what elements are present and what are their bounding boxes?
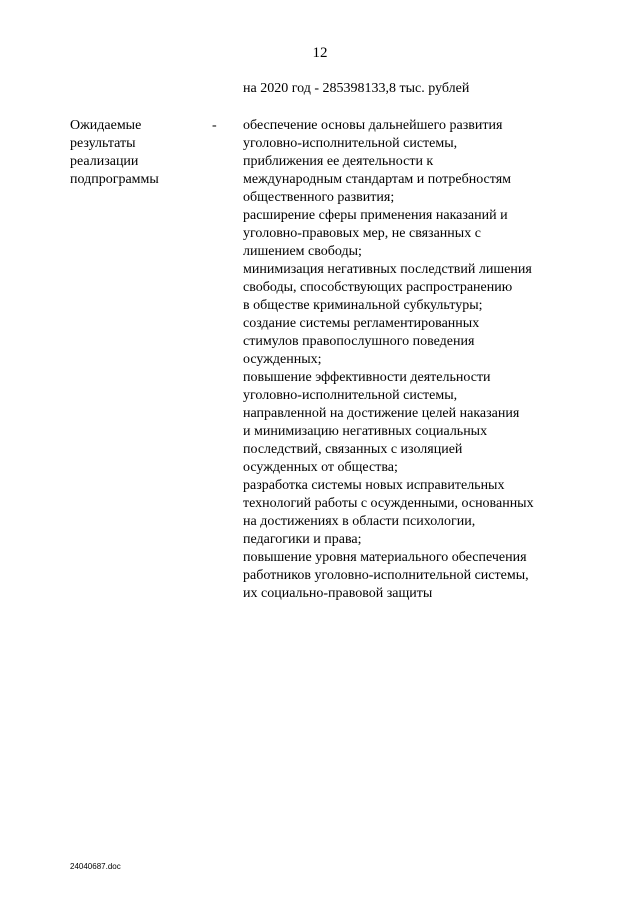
results-line: работников уголовно-исполнительной системы, [243,568,529,583]
results-line: создание системы регламентированных [243,316,480,331]
results-line: обеспечение основы дальнейшего развития [243,118,503,133]
results-line: расширение сферы применения наказаний и [243,208,508,223]
dash-separator: - [212,118,217,133]
funding-line: на 2020 год - 285398133,8 тыс. рублей [243,81,470,96]
results-line: педагогики и права; [243,532,362,547]
results-line: и минимизацию негативных социальных [243,424,488,439]
section-label-line: результаты [70,136,136,151]
results-line: в обществе криминальной субкультуры; [243,298,483,313]
results-line: минимизация негативных последствий лишения [243,262,532,277]
results-line: повышение уровня материального обеспечения [243,550,527,565]
results-line: осужденных от общества; [243,460,398,475]
results-line: стимулов правопослушного поведения [243,334,475,349]
results-line: технологий работы с осужденными, основанных [243,496,534,511]
results-line: приближения ее деятельности к [243,154,434,169]
section-label-line: подпрограммы [70,172,159,187]
results-line: уголовно-исполнительной системы, [243,388,458,403]
results-line: уголовно-правовых мер, не связанных с [243,226,481,241]
results-line: последствий, связанных с изоляцией [243,442,463,457]
results-line: лишением свободы; [243,244,362,259]
results-line: разработка системы новых исправительных [243,478,505,493]
section-label-line: реализации [70,154,139,169]
results-line: международным стандартам и потребностям [243,172,511,187]
results-line: свободы, способствующих распространению [243,280,513,295]
results-line: общественного развития; [243,190,395,205]
results-line: повышение эффективности деятельности [243,370,491,385]
section-label-line: Ожидаемые [70,118,142,133]
section-label [70,117,159,189]
results-line: уголовно-исполнительной системы, [243,136,458,151]
page-number: 12 [312,45,328,61]
results-line: направленной на достижение целей наказания [243,406,520,421]
results-line: на достижениях в области психологии, [243,514,476,529]
results-line: осужденных; [243,352,322,367]
expected-results-text [243,117,583,603]
results-line: их социально-правовой защиты [243,586,433,601]
document-id: 24040687.doc [70,862,121,871]
